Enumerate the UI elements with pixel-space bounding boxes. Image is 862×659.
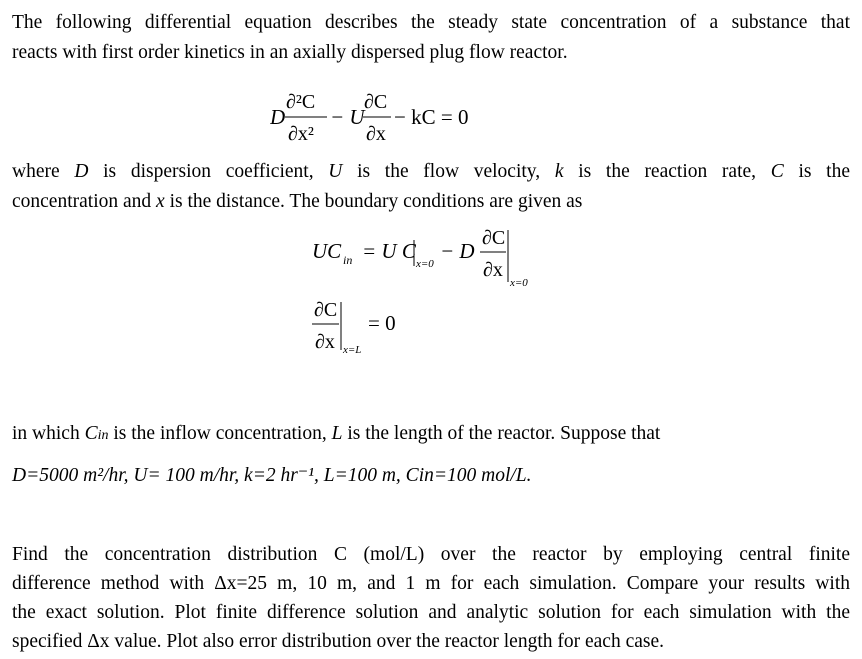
- bc1-lhs-sub: in: [343, 253, 353, 267]
- eq1-num2: ∂C: [364, 91, 388, 113]
- task-line-2: difference method with Δx=25 m, 10 m, and 1 m for each simulation. Compare your results with: [12, 573, 850, 594]
- parameters-line-1: [12, 414, 850, 456]
- eq1-num1: ∂²C: [286, 91, 316, 113]
- eq1-minus-U: − U: [330, 105, 365, 129]
- eq1-den2: ∂x: [366, 123, 386, 145]
- definitions-paragraph: [12, 157, 850, 217]
- eq1-den1: ∂x²: [288, 123, 314, 145]
- boundary-condition-outlet: [312, 296, 432, 364]
- var-C: C: [770, 161, 784, 182]
- bc1-den: ∂x: [483, 259, 503, 281]
- parameters-paragraph: [12, 414, 850, 496]
- bc2-num: ∂C: [314, 299, 338, 321]
- task-line-4: specified Δx value. Plot also error distribution over the reactor length for each case.: [12, 631, 665, 652]
- var-in-subscript: in: [97, 428, 109, 443]
- var-U: U: [328, 161, 343, 182]
- text-fragment: is the flow velocity,: [342, 161, 555, 182]
- bc1-eq: = U C: [362, 239, 416, 263]
- text-fragment: is the reaction rate,: [563, 161, 771, 182]
- var-D: D: [74, 161, 89, 182]
- text-fragment: is the length of the reactor. Suppose that: [342, 423, 661, 444]
- var-L: L: [331, 423, 343, 444]
- intro-line-1: The following differential equation describes the steady state concentration of a substance that: [12, 12, 850, 33]
- definitions-line-2: [12, 187, 850, 217]
- text-fragment: is dispersion coefficient,: [88, 161, 329, 182]
- text-fragment: is the inflow concentration,: [108, 423, 332, 444]
- definitions-line-1: [12, 157, 850, 187]
- boundary-condition-outlet-svg: [312, 296, 432, 358]
- task-line-1: Find the concentration distribution C (mol/L) over the reactor by employing central finite: [12, 544, 850, 565]
- intro-line-2: reacts with first order kinetics in an axially dispersed plug flow reactor.: [12, 42, 568, 63]
- parameters-line-2: D=5000 m²/hr, U= 100 m/hr, k=2 hr⁻¹, L=100 m, Cin=100 mol/L.: [12, 465, 532, 486]
- boundary-condition-inlet-svg: [312, 226, 572, 292]
- bc1-at0: x=0: [416, 258, 434, 270]
- text-fragment: where: [12, 161, 75, 182]
- bc1-minus-D: − D: [440, 239, 475, 263]
- text-fragment: in which: [12, 423, 85, 444]
- bc1-at0b: x=0: [510, 277, 528, 289]
- text-fragment: is the: [783, 161, 850, 182]
- bc2-rhs: = 0: [368, 311, 396, 335]
- eq1-coef-D: D: [270, 105, 286, 129]
- eq1-tail: − kC = 0: [394, 105, 469, 129]
- boundary-condition-inlet: [312, 226, 572, 298]
- task-line-3: the exact solution. Plot finite difference solution and analytic solution for each simulation with the: [12, 602, 850, 623]
- bc2-atL: x=L: [343, 344, 362, 356]
- intro-paragraph: [12, 8, 850, 68]
- differential-equation-svg: [270, 88, 590, 150]
- task-paragraph: [12, 540, 850, 656]
- var-C: C: [84, 423, 98, 444]
- text-fragment: is the distance. The boundary conditions are given as: [164, 191, 583, 212]
- differential-equation: [270, 88, 590, 156]
- bc1-lhs: UC: [312, 239, 342, 263]
- bc2-den: ∂x: [315, 331, 335, 353]
- text-fragment: concentration and: [12, 191, 157, 212]
- var-x: x: [156, 191, 165, 212]
- var-k: k: [554, 161, 564, 182]
- bc1-num: ∂C: [482, 227, 506, 249]
